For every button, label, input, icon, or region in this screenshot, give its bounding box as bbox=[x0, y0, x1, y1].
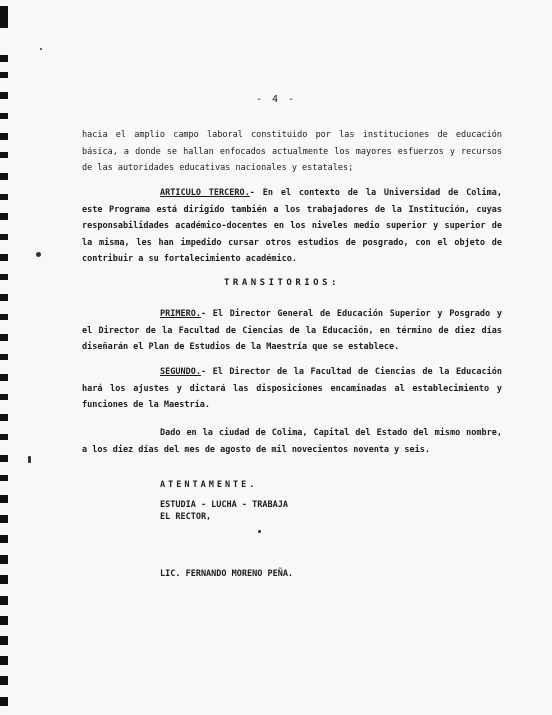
article-third bbox=[82, 185, 502, 268]
page-number: - 4 - bbox=[255, 94, 297, 105]
transitory-second-label: SEGUNDO. bbox=[160, 367, 201, 377]
scan-edge-marks bbox=[0, 0, 14, 715]
transitory-second-text: - El Director de la Facultad de Ciencias de la Educación hará los ajustes y dictará las disposiciones encaminadas al establecimiento y funciones de la Maestría. bbox=[82, 367, 502, 410]
scan-speck bbox=[40, 48, 42, 50]
article-third-label: ARTICULO TERCERO. bbox=[160, 188, 250, 198]
transitory-second bbox=[82, 364, 502, 414]
signature-motto: ESTUDIA - LUCHA - TRABAJA bbox=[160, 500, 288, 510]
signature-role: EL RECTOR, bbox=[160, 512, 212, 522]
closing-paragraph: Dado en la ciudad de Colima, Capital del Estado del mismo nombre, a los diez días del mes de agosto de mil novecientos noventa y seis. bbox=[82, 428, 502, 455]
signatory-name: LIC. FERNANDO MORENO PEÑA. bbox=[160, 569, 294, 579]
transitory-first-label: PRIMERO. bbox=[160, 309, 201, 319]
transitory-first-text: - El Director General de Educación Superior y Posgrado y el Director de la Facultad de Ciencias de la Educación, en término de diez días diseñarán el Plan de Estudios de la Maestría que se establece. bbox=[82, 309, 502, 352]
scan-speck bbox=[36, 252, 41, 257]
transitory-first bbox=[82, 306, 502, 356]
scan-speck bbox=[28, 456, 31, 463]
paragraph-continuation: hacia el amplio campo laboral constituido por las instituciones de educación básica, a donde se hallan enfocados actualmente los mayores esfuerzos y recursos de las autoridades educativas nacionales y estatales; bbox=[82, 130, 502, 173]
article-third-text: - En el contexto de la Universidad de Colima, este Programa está dirigido también a los trabajadores de la Institución, cuyas responsabilidades académico-docentes en los niveles medio superior y superior de la misma, les han impedido cursar otros estudios de posgrado, con el objeto de contribuir a su fortalecimiento académico. bbox=[82, 188, 502, 264]
signature-salutation: ATENTAMENTE. bbox=[160, 480, 258, 490]
section-heading-transitorios: TRANSITORIOS: bbox=[224, 278, 340, 288]
scan-speck bbox=[258, 530, 261, 533]
